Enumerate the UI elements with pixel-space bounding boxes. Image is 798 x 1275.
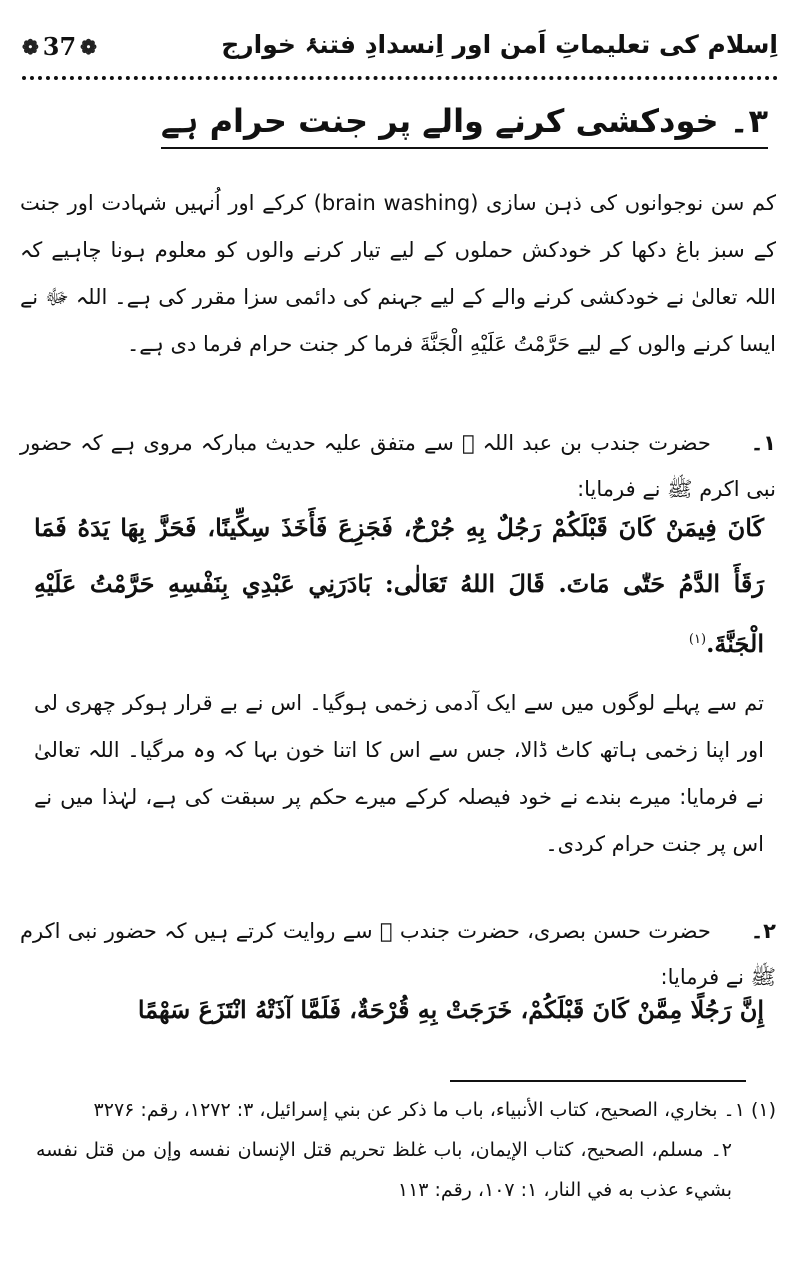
page-header (22, 30, 778, 76)
footnote-item: ۲۔ مسلم، الصحيح، كتاب الإيمان، باب غلظ تحريم قتل الإنسان نفسه وإن من قتل نفسه بشيء عذب به في النار، ۱: ۱۰۷، رقم: ۱۱۳ (36, 1139, 732, 1201)
hadith-2-arabic: إِنَّ رَجُلًا مِمَّنْ كَانَ قَبْلَكُمْ، خَرَجَتْ بِهِ قُرْحَةٌ، فَلَمَّا آذَتْهُ انْتَزَعَ سَهْمًا (137, 995, 764, 1024)
hadith-1-number: ۱۔ (750, 431, 776, 455)
footnote-item: (۱) ۱۔ بخاري، الصحيح، كتاب الأنبياء، باب ما ذكر عن بني إسرائيل، ۳: ۱۲۷۲، رقم: ۳۲۷۶ (93, 1099, 776, 1121)
section-heading: ۳۔ خودکشی کرنے والے پر جنت حرام ہے (161, 100, 768, 149)
header-divider (22, 76, 778, 80)
hadith-2-intro-text: حضرت حسن بصری، حضرت جندب ﷜ سے روایت کرتے ہیں کہ حضور نبی اکرم ﷺ نے فرمایا: (20, 919, 776, 989)
footnote-reference[interactable]: (۱) (688, 632, 707, 647)
footnote-divider (450, 1080, 746, 1082)
intro-paragraph: کم سن نوجوانوں کی ذہن سازی (brain washing) کرکے اور اُنہیں شہادت اور جنت کے سبز باغ دکھا کر خودکش حملوں کے لیے تیار کرنے والوں کو معلوم ہونا چاہیے کہ اللہ تعالیٰ نے خودکشی کرنے والے کے لیے جہنم کی دائمی سزا مقرر کی ہے۔ اللہ ﷻ نے ایسا کرنے والوں کے لیے حَرَّمْتُ عَلَيْهِ الْجَنَّةَ فرما کر جنت حرام فرما دی ہے۔ (20, 191, 776, 356)
hadith-1-intro-text: حضرت جندب بن عبد اللہ ﷜ سے متفق علیہ حدیث مبارکہ مروی ہے کہ حضور نبی اکرم ﷺ نے فرمایا: (20, 431, 776, 501)
hadith-2-number: ۲۔ (750, 919, 776, 943)
hadith-1-intro (20, 420, 776, 512)
page-number: 37 (42, 32, 77, 61)
running-title: اِسلام کی تعلیماتِ اَمن اور اِنسدادِ فتنۂ خوارج (221, 30, 778, 59)
hadith-1-translation: تم سے پہلے لوگوں میں سے ایک آدمی زخمی ہوگیا۔ اس نے بے قرار ہوکر چھری لی اور اپنا زخمی ہاتھ کاٹ ڈالا، جس سے اس کا اتنا خون بہا کہ وہ مرگیا۔ اللہ تعالیٰ نے فرمایا: میرے بندے نے خود فیصلہ کرکے میرے حکم پر سبقت کی ہے، لہٰذا میں نے اس پر جنت حرام کردی۔ (34, 691, 764, 856)
page-number-box (22, 32, 97, 61)
hadith-1-arabic (34, 500, 764, 672)
ornament-left-icon: ❁ (22, 34, 39, 59)
footnotes (36, 1090, 776, 1210)
ornament-right-icon: ❁ (80, 34, 97, 59)
hadith-1-arabic-text: كَانَ فِيمَنْ كَانَ قَبْلَكُمْ رَجُلٌ بِهِ جُرْحٌ، فَجَزِعَ فَأَخَذَ سِكِّينًا، فَحَزَّ بِهَا يَدَهُ فَمَا رَقَأَ الدَّمُ حَتّٰى مَاتَ. قَالَ اللهُ تَعَالٰى: بَادَرَنِي عَبْدِي بِنَفْسِهِ حَرَّمْتُ عَلَيْهِ الْجَنَّةَ. (34, 513, 765, 658)
